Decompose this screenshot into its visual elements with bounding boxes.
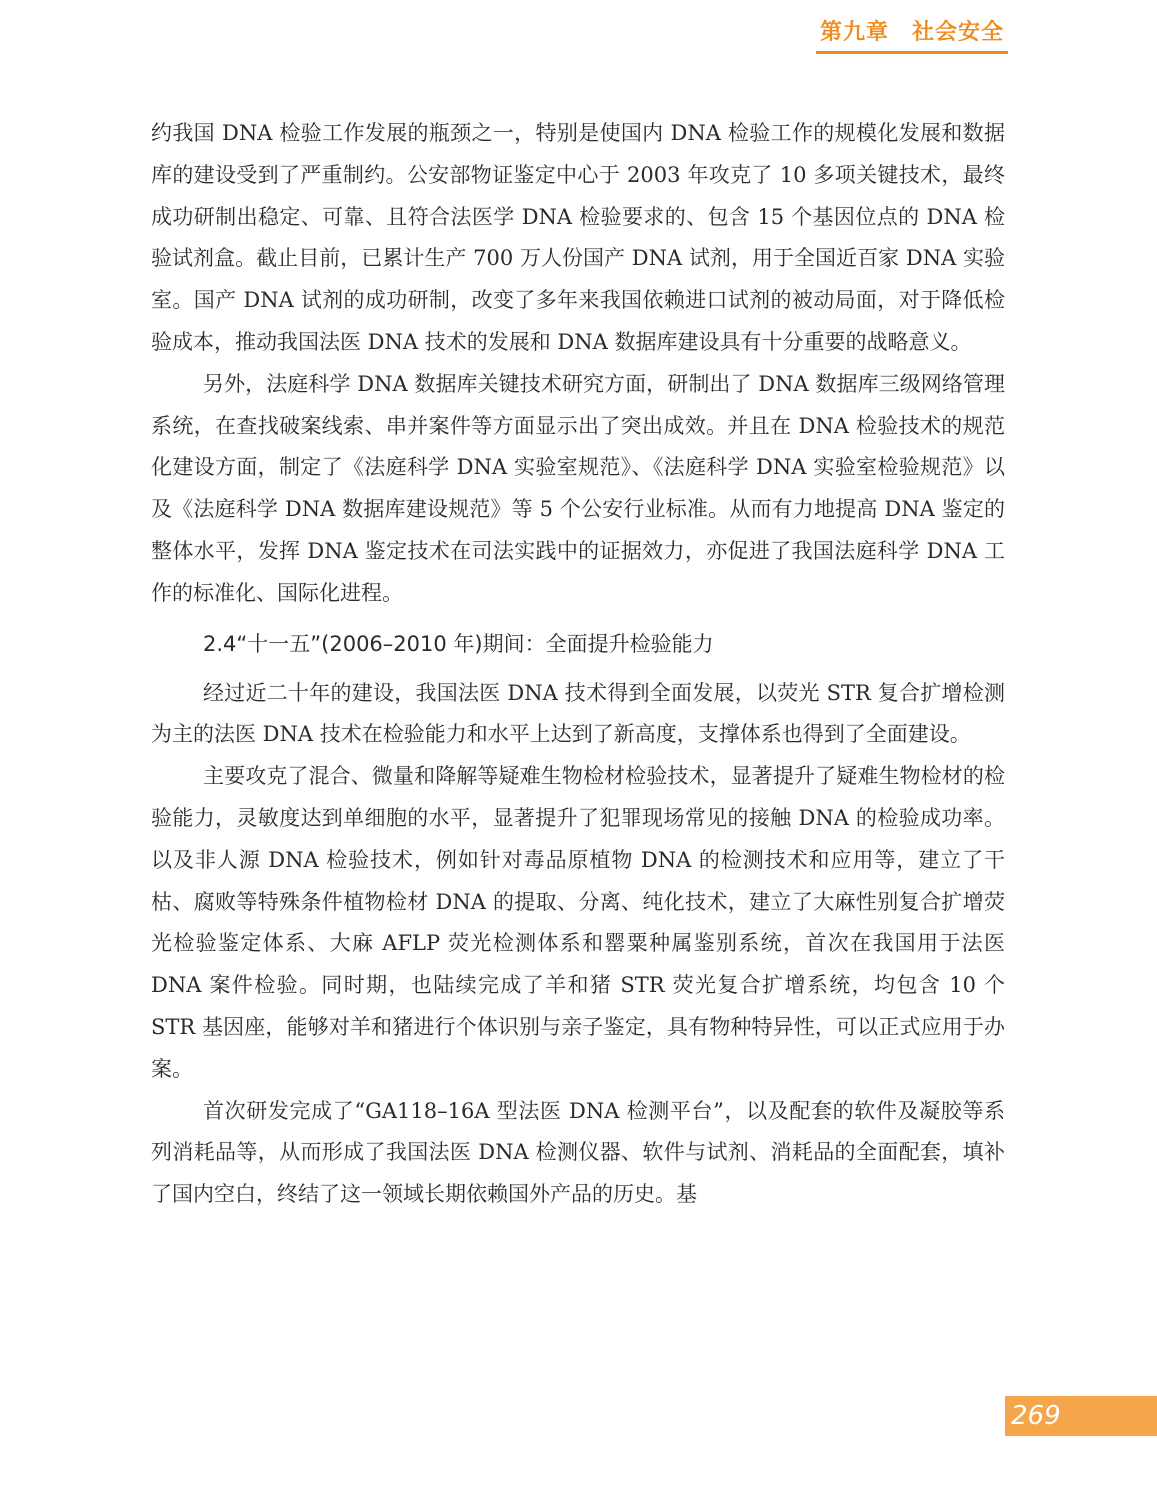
paragraph-4: 主要攻克了混合、微量和降解等疑难生物检材检验技术，显著提升了疑难生物检材的检验能力，灵敏度达到单细胞的水平，显著提升了犯罪现场常见的接触 DNA 的检验成功率。以及非人源 DNA 检验技术，例如针对毒品原植物 DNA 的检测技术和应用等，建立了干枯、腐败等特殊条件植物检材 DNA 的提取、分离、纯化技术，建立了大麻性别复合扩增荧光检验鉴定体系、大麻 AFLP 荧光检测体系和罂粟种属鉴别系统，首次在我国用于法医 DNA 案件检验。同时期，也陆续完成了羊和猪 STR 荧光复合扩增系统，均包含 10 个 STR 基因座，能够对羊和猪进行个体识别与亲子鉴定，具有物种特异性，可以正式应用于办案。: [151, 764, 1005, 1081]
body-text: [151, 113, 1005, 1216]
section-heading: 2.4“十一五”(2006–2010 年)期间：全面提升检验能力: [203, 631, 714, 656]
chapter-title: 第九章 社会安全: [820, 20, 1005, 45]
chapter-underline: [816, 51, 1008, 54]
paragraph-1: 约我国 DNA 检验工作发展的瓶颈之一，特别是使国内 DNA 检验工作的规模化发展和数据库的建设受到了严重制约。公安部物证鉴定中心于 2003 年攻克了 10 多项关键技术，最终成功研制出稳定、可靠、且符合法医学 DNA 检验要求的、包含 15 个基因位点的 DNA 检验试剂盒。截止目前，已累计生产 700 万人份国产 DNA 试剂，用于全国近百家 DNA 实验室。国产 DNA 试剂的成功研制，改变了多年来我国依赖进口试剂的被动局面，对于降低检验成本，推动我国法医 DNA 技术的发展和 DNA 数据库建设具有十分重要的战略意义。: [151, 121, 1005, 354]
page-number: 269: [1011, 1401, 1061, 1431]
paragraph-5: 首次研发完成了“GA118–16A 型法医 DNA 检测平台”，以及配套的软件及凝胶等系列消耗品等，从而形成了我国法医 DNA 检测仪器、软件与试剂、消耗品的全面配套，填补了国内空白，终结了这一领域长期依赖国外产品的历史。基: [151, 1098, 1005, 1207]
page-number-box: [1005, 1396, 1157, 1436]
paragraph-3: 经过近二十年的建设，我国法医 DNA 技术得到全面发展，以荧光 STR 复合扩增检测为主的法医 DNA 技术在检验能力和水平上达到了新高度，支撑体系也得到了全面建设。: [151, 680, 1005, 747]
chapter-header: [816, 18, 1008, 54]
paragraph-2: 另外，法庭科学 DNA 数据库关键技术研究方面，研制出了 DNA 数据库三级网络管理系统，在查找破案线索、串并案件等方面显示出了突出成效。并且在 DNA 检验技术的规范化建设方面，制定了《法庭科学 DNA 实验室规范》、《法庭科学 DNA 实验室检验规范》以及《法庭科学 DNA 数据库建设规范》等 5 个公安行业标准。从而有力地提高 DNA 鉴定的整体水平，发挥 DNA 鉴定技术在司法实践中的证据效力，亦促进了我国法庭科学 DNA 工作的标准化、国际化进程。: [151, 371, 1005, 605]
